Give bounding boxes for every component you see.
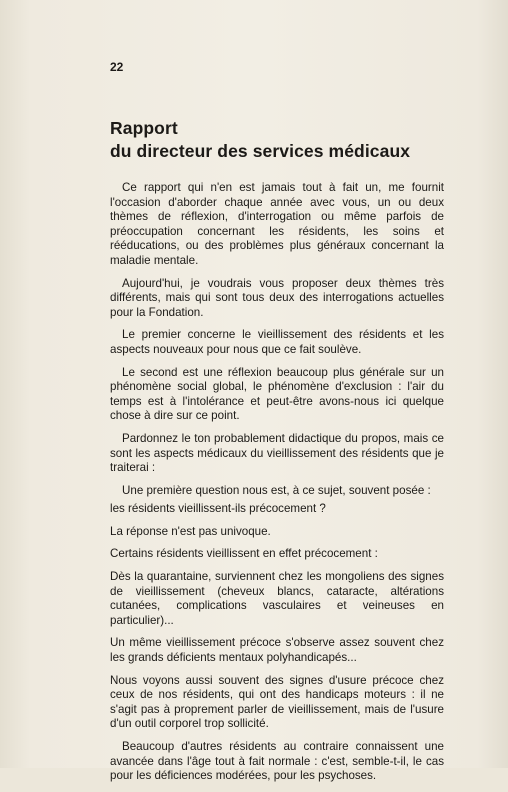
paragraph: Beaucoup d'autres résidents au contraire connaissent une avancée dans l'âge tout à fait normale : c'est, semble-t-il, le cas pour les déficiences modérées, pour les psychoses. xyxy=(110,740,444,783)
title-line-1: Rapport xyxy=(110,118,178,138)
paragraph: Un même vieillissement précoce s'observe assez souvent chez les grands déficients mentaux polyhandicapés... xyxy=(110,636,444,665)
paragraph: Le second est une réflexion beaucoup plus générale sur un phénomène social global, le phénomène d'exclusion : l'air du temps est à l'intolérance et peut-être avons-nous ici quelque chose à dire sur ce point. xyxy=(110,365,444,423)
paragraph: Le premier concerne le vieillissement des résidents et les aspects nouveaux pour nous que ce fait soulève. xyxy=(110,328,444,356)
page-title xyxy=(110,117,450,163)
paragraph: Ce rapport qui n'en est jamais tout à fait un, me fournit l'occasion d'aborder chaque année avec vous, un ou deux thèmes de réflexion, d'interrogation ou même parfois de préoccupation concernant les résidents, les soins et rééducations, ou des problèmes plus généraux concernant la maladie mentale. xyxy=(110,181,444,267)
report-body xyxy=(110,181,444,792)
title-line-2: du directeur des services médicaux xyxy=(110,141,411,161)
paragraph: Aujourd'hui, je voudrais vous proposer deux thèmes très différents, mais qui sont tous deux des interrogations actuelles pour la Fondation. xyxy=(110,276,444,319)
paragraph: Une première question nous est, à ce sujet, souvent posée : xyxy=(122,483,431,497)
paragraph: La réponse n'est pas univoque. xyxy=(110,524,271,538)
page-number: 22 xyxy=(110,60,124,74)
paragraph: Dès la quarantaine, surviennent chez les mongoliens des signes de vieillissement (cheveux blancs, cataracte, altérations cutanées, complications vasculaires et veineuses en particulier)... xyxy=(110,570,444,627)
paragraph: Pardonnez le ton probablement didactique du propos, mais ce sont les aspects médicaux du vieillissement des résidents que je traiterai : xyxy=(110,431,444,475)
paragraph: Nous voyons aussi souvent des signes d'usure précoce chez ceux de nos résidents, qui ont des handicaps moteurs : il ne s'agit pas à proprement parler de vieillissement, mais de l'usure d'un outil corporel trop sollicité. xyxy=(110,673,444,731)
paragraph: les résidents vieillissent-ils précocement ? xyxy=(110,502,326,516)
paragraph: Certains résidents vieillissent en effet précocement : xyxy=(110,547,378,561)
